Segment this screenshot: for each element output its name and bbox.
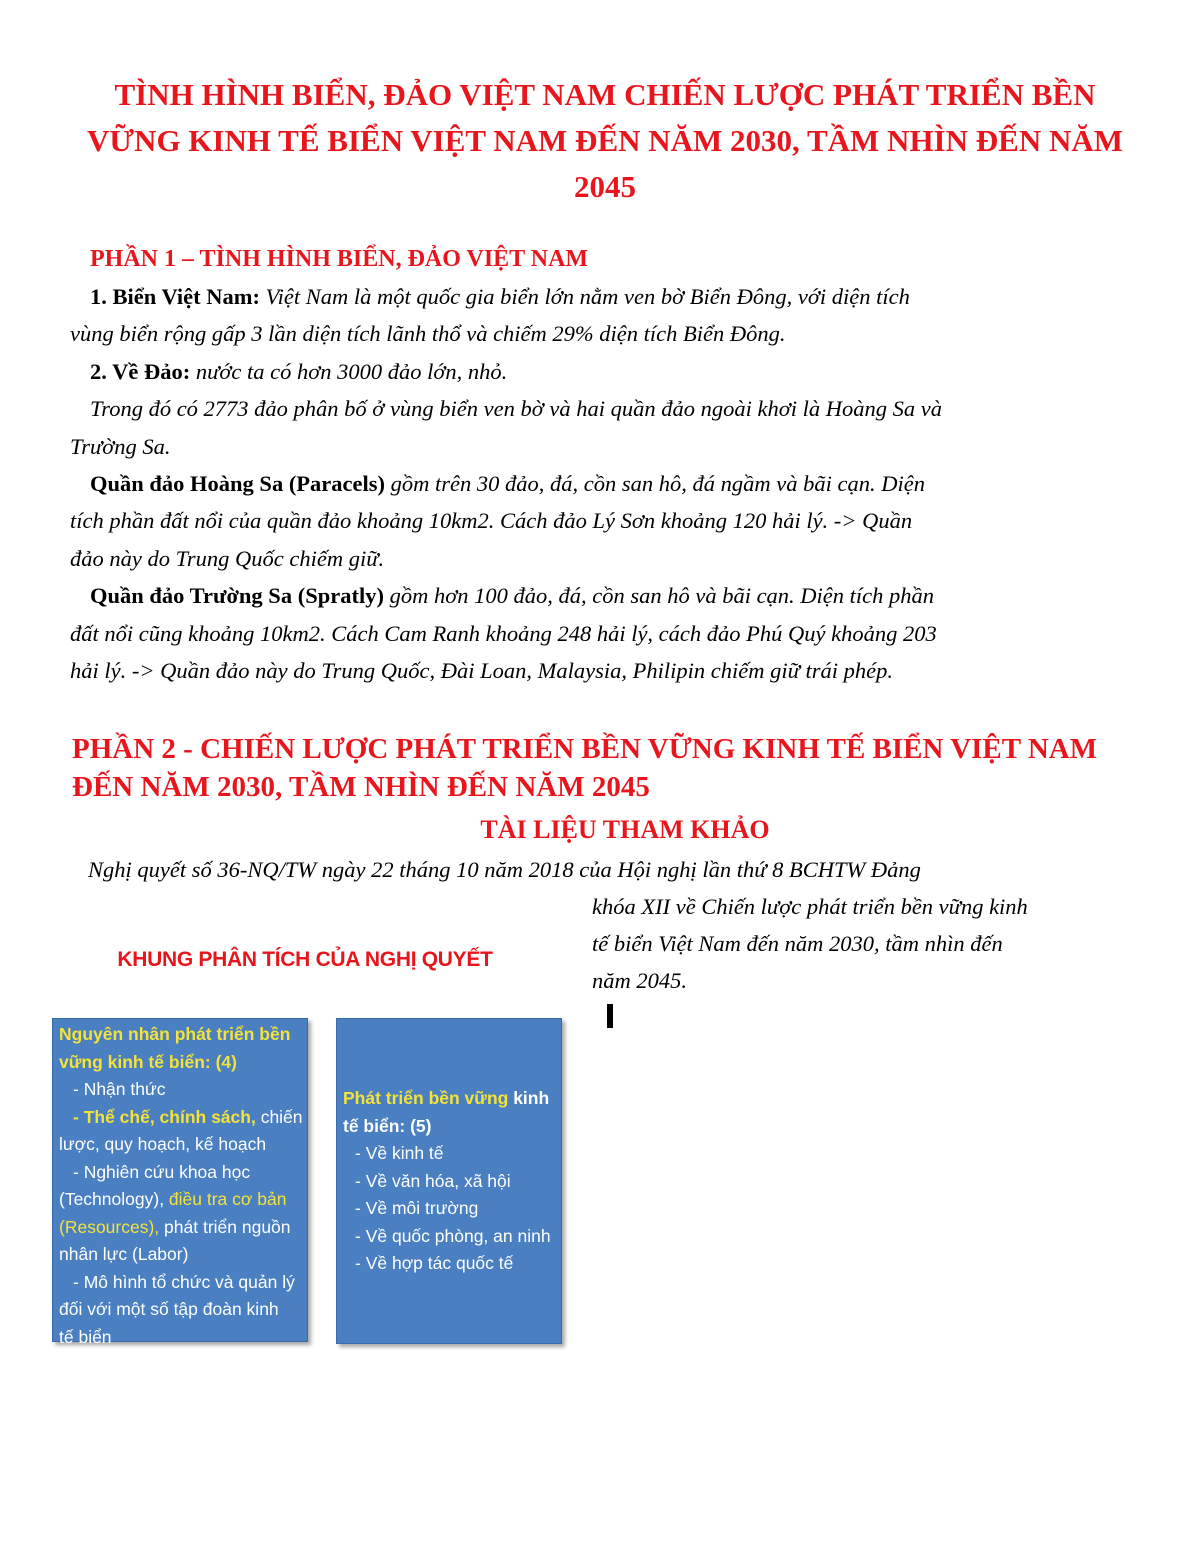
part2-heading: PHẦN 2 - CHIẾN LƯỢC PHÁT TRIỂN BỀN VỮNG KINH TẾ BIỂN VIỆT NAM ĐẾN NĂM 2030, TẦM NHÌN ĐẾN NĂM 2045 (72, 733, 1098, 803)
development-item: - Về môi trường (355, 1198, 479, 1218)
framework-box-causes: Nguyên nhân phát triển bền vững kinh tế biển: (4) - Nhận thức - Thể chế, chính sách, chiến lược, quy hoạch, kế hoạch - Nghiên cứu khoa học (Technology), điều tra cơ bản (Resources), phát triển nguồn nhân lực (Labor) - Mô hình tổ chức và quản lý đối với một số tập đoàn kinh tế biển (52, 1018, 308, 1342)
paragraph-truong-sa: Quần đảo Trường Sa (Spratly) gồm hơn 100 đảo, đá, cồn san hô và bãi cạn. Diện tích phần đất nổi cũng khoảng 10km2. Cách Cam Ranh khoảng 248 hải lý, cách đảo Phú Quý khoảng 203 hải lý. -> Quần đảo này do Trung Quốc, Đài Loan, Malaysia, Philipin chiếm giữ trái phép. (70, 583, 937, 684)
framework-box-development: Phát triển bền vững kinh tế biển: (5) - Về kinh tế - Về văn hóa, xã hội - Về môi trường - Về quốc phòng, an ninh - Về hợp tác quốc tế (336, 1018, 562, 1344)
part1-heading: PHẦN 1 – TÌNH HÌNH BIỂN, ĐẢO VIỆT NAM (90, 246, 589, 272)
document-title: TÌNH HÌNH BIỂN, ĐẢO VIỆT NAM CHIẾN LƯỢC PHÁT TRIỂN BỀN VỮNG KINH TẾ BIỂN VIỆT NAM ĐẾN NĂM 2030, TẦM NHÌN ĐẾN NĂM 2045 (87, 77, 1123, 204)
paragraph-bien-viet-nam: 1. Biển Việt Nam: Việt Nam là một quốc gia biển lớn nằm ven bờ Biển Đông, với diện tích vùng biển rộng gấp 3 lần diện tích lãnh thổ và chiếm 29% diện tích Biển Đông. (70, 284, 910, 347)
paragraph-ve-dao: 2. Về Đảo: nước ta có hơn 3000 đảo lớn, nhỏ. (90, 358, 508, 384)
paragraph-dao-detail: Trong đó có 2773 đảo phân bố ở vùng biển ven bờ và hai quần đảo ngoài khơi là Hoàng Sa và Trường Sa. (70, 396, 942, 459)
development-item: - Về hợp tác quốc tế (355, 1253, 514, 1273)
framework-title: KHUNG PHÂN TÍCH CỦA NGHỊ QUYẾT (117, 948, 493, 971)
reference-line-1: Nghị quyết số 36-NQ/TW ngày 22 tháng 10 năm 2018 của Hội nghị lần thứ 8 BCHTW Đảng (88, 857, 921, 882)
references-heading: TÀI LIỆU THAM KHẢO (480, 815, 770, 844)
paragraph-hoang-sa: Quần đảo Hoàng Sa (Paracels) gồm trên 30 đảo, đá, cồn san hô, đá ngầm và bãi cạn. Diện tích phần đất nổi của quần đảo khoảng 10km2. Cách đảo Lý Sơn khoảng 120 hải lý. -> Quần đảo này do Trung Quốc chiếm giữ. (70, 471, 925, 571)
part1-body (70, 278, 1170, 689)
reference-continuation: khóa XII về Chiến lược phát triển bền vững kinh tế biển Việt Nam đến năm 2030, tầm nhìn đến năm 2045. (592, 894, 1028, 993)
development-item: - Về văn hóa, xã hội (355, 1170, 511, 1191)
text-cursor (607, 1004, 613, 1028)
development-item: - Về quốc phòng, an ninh (355, 1225, 551, 1246)
development-item: - Về kinh tế (355, 1143, 444, 1163)
